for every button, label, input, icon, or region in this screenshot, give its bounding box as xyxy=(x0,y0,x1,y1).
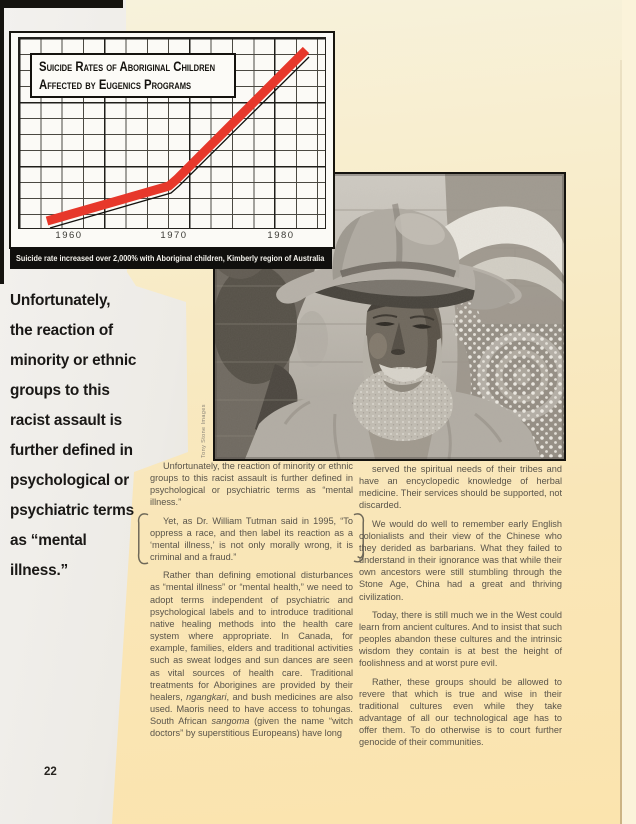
chart-x-tick: 1980 xyxy=(267,230,295,241)
pull-quote-line: psychological or xyxy=(10,472,129,489)
pull-quote-line: minority or ethnic xyxy=(10,352,137,369)
chart-x-tick: 1960 xyxy=(55,230,83,241)
scan-edge-left-bar xyxy=(0,0,4,284)
article-paragraph: Rather, these groups should be allowed to revere that which is true and wise in their traditional cultures even while they take advantage of all our technological age has to offer them. To do otherwise is to court further genocide of their communities. xyxy=(359,676,562,748)
article-paragraph: Rather than defining emotional disturbances as “mental illness” or “mental health,” we need to adopt terms independent of psychiatric and psychological labels and to introduce traditional native healing methods into the health care system where appropriate. In Canada, for example, families, elders and traditional activities such as sweat lodges and sun dances are seen as vital sources of health care. Traditional treatments for Aborigines are provided by their healers, ngangkari, and bush medicines are also used. Maoris need to have access to tohungas. South African sangoma (given the name “witch doctors” by superstitious Europeans) have long xyxy=(150,570,354,739)
article-column-2 xyxy=(359,463,562,754)
pull-quote-line: Unfortunately, xyxy=(10,292,111,309)
article-column-1 xyxy=(150,460,353,745)
page-edge-crease xyxy=(620,60,622,824)
chart-x-tick: 1970 xyxy=(160,230,188,241)
chart-title-line1: Suicide Rates of Aboriginal Children xyxy=(39,59,216,74)
page-right-edge-strip xyxy=(622,0,636,824)
chart-title-box xyxy=(30,53,236,98)
chart-title-line2: Affected by Eugenics Programs xyxy=(39,77,192,92)
article-paragraph: served the spiritual needs of their tribes and have an encyclopedic knowledge of herbal medicine. Their services should be supported, not discarded. xyxy=(359,464,562,511)
pull-quote-line: further defined in xyxy=(10,442,133,459)
suicide-rates-chart xyxy=(9,31,335,249)
pull-quote-line: racist assault is xyxy=(10,412,123,429)
photo-credit: Tony Stone Images xyxy=(201,404,207,458)
chart-caption-bar xyxy=(10,247,332,269)
chart-caption-text: Suicide rate increased over 2,000% with Aboriginal children, Kimberly region of Australia xyxy=(16,253,325,263)
page-number: 22 xyxy=(44,766,57,778)
pull-quote-line: illness.” xyxy=(10,562,69,579)
scan-edge-top-bar xyxy=(0,0,123,8)
pull-quote-line: groups to this xyxy=(10,382,110,399)
pull-quote-line: the reaction of xyxy=(10,322,113,339)
quote-bracket-left-icon xyxy=(136,511,149,566)
pull-quote-line: psychiatric terms xyxy=(10,502,134,519)
article-paragraph: Today, there is still much we in the West could learn from ancient cultures. And to insist that such peoples abandon these cultures and the intrinsic wisdom they contain is at best the height of foolishness and at worst pure evil. xyxy=(359,609,562,669)
article-paragraph: Unfortunately, the reaction of minority or ethnic groups to this racist assault is further defined in psychological or psychiatric terms as “mental illness.” xyxy=(150,461,353,508)
article-paragraph: We would do well to remember early English colonialists and their view of the Chinese who they derided as barbarians. What they failed to understand in their ignorance was that while their own ancestors were still stumbling through the Stone Age, China had a great and thriving civilization. xyxy=(359,518,562,602)
article-paragraph: Yet, as Dr. William Tutman said in 1995, “To oppress a race, and then label its reaction as a ‘mental illness,’ is not only morally wrong, it is criminal and a fraud.” xyxy=(150,515,353,564)
pull-quote-line: as “mental xyxy=(10,532,87,549)
